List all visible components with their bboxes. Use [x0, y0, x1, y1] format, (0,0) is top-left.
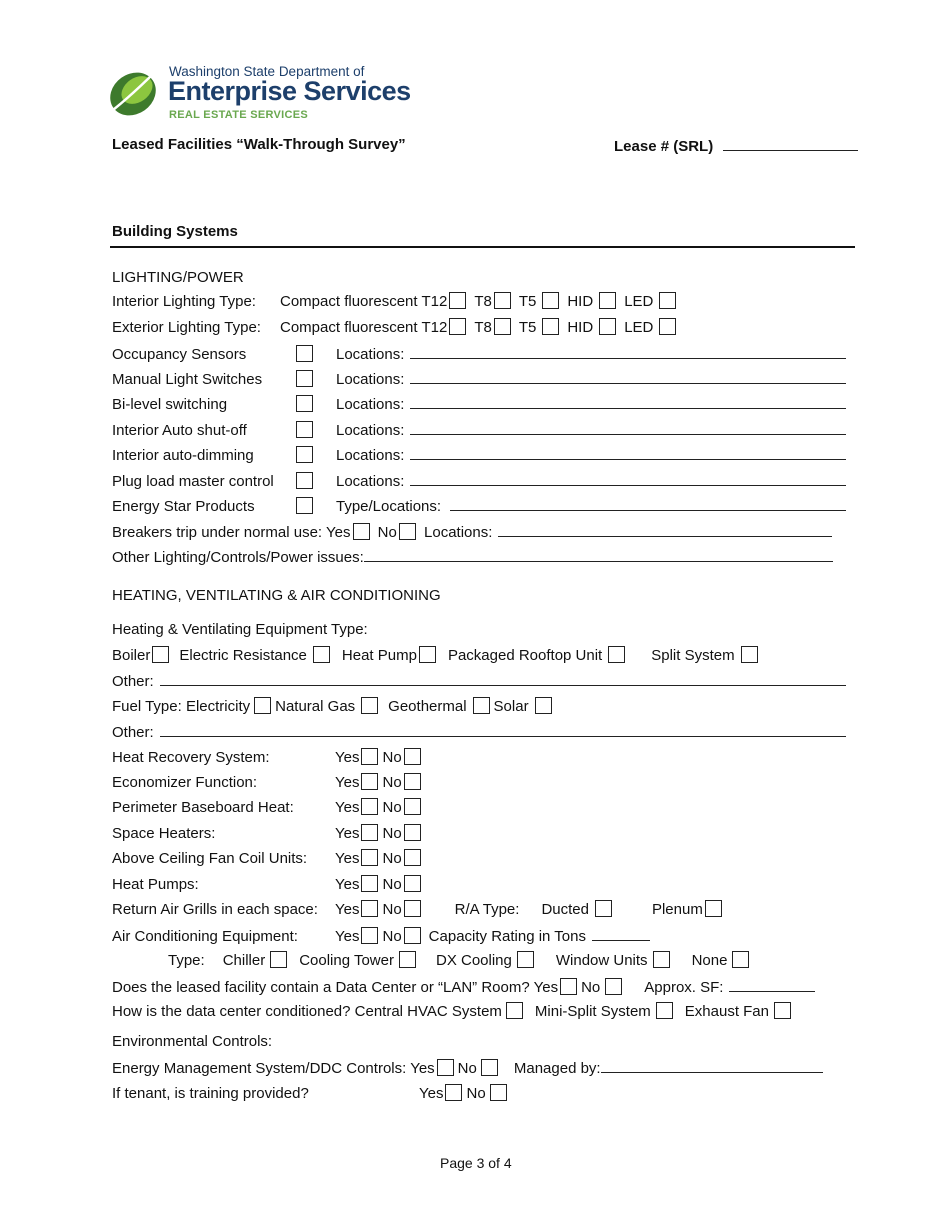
- data-center-row: [112, 977, 815, 998]
- item-label: Manual Light Switches: [112, 371, 263, 388]
- mini-split-checkbox[interactable]: [656, 1002, 673, 1019]
- ra-type-label: R/A Type:: [454, 901, 520, 918]
- return-air-no-checkbox[interactable]: [404, 900, 421, 917]
- baseboard-no-checkbox[interactable]: [404, 798, 421, 815]
- equipment-types-row: [112, 646, 762, 666]
- no-label: No: [382, 876, 402, 893]
- item-label: Economizer Function:: [112, 774, 258, 791]
- exterior-lighting-label: Exterior Lighting Type:: [112, 319, 261, 336]
- logo: [107, 62, 411, 124]
- training-row: [112, 1084, 511, 1104]
- geothermal-label: Geothermal: [388, 698, 467, 715]
- page-number: Page 3 of 4: [440, 1155, 512, 1171]
- logo-division-text: REAL ESTATE SERVICES: [169, 109, 309, 121]
- occupancy-sensors-checkbox[interactable]: [296, 345, 313, 362]
- managed-by-label: Managed by:: [513, 1060, 601, 1077]
- energy-star-locations-field[interactable]: [450, 496, 846, 511]
- baseboard-row: [112, 798, 425, 818]
- plug-load-checkbox[interactable]: [296, 472, 313, 489]
- manual-switches-locations-field[interactable]: [410, 369, 846, 384]
- lamp-t5-label: T5: [518, 319, 537, 336]
- heat-recovery-no-checkbox[interactable]: [404, 748, 421, 765]
- other-label: Other:: [112, 673, 154, 690]
- item-label: Interior auto-dimming: [112, 447, 254, 464]
- equipment-other-field[interactable]: [160, 671, 846, 686]
- yes-label: Yes: [419, 1085, 444, 1102]
- item-label: Plug load master control: [112, 473, 274, 490]
- locations-label: Locations:: [336, 346, 405, 363]
- equipment-other-row: [112, 671, 846, 692]
- chiller-label: Chiller: [222, 952, 266, 969]
- item-label: Occupancy Sensors: [112, 346, 247, 363]
- yes-label: Yes: [335, 928, 360, 945]
- data-center-yes-checkbox[interactable]: [560, 978, 577, 995]
- breakers-no-checkbox[interactable]: [399, 523, 416, 540]
- conditioned-question: How is the data center conditioned?: [112, 1003, 351, 1020]
- boiler-checkbox[interactable]: [152, 646, 169, 663]
- solar-label: Solar: [493, 698, 529, 715]
- no-label: No: [457, 1060, 477, 1077]
- interior-hid-checkbox[interactable]: [599, 292, 616, 309]
- no-label: No: [581, 979, 601, 996]
- fuel-other-field[interactable]: [160, 722, 846, 737]
- no-label: No: [382, 825, 402, 842]
- heat-pumps-yes-checkbox[interactable]: [361, 875, 378, 892]
- auto-dimming-row: [112, 445, 846, 466]
- rooftop-unit-checkbox[interactable]: [608, 646, 625, 663]
- economizer-no-checkbox[interactable]: [404, 773, 421, 790]
- item-label: Energy Star Products: [112, 498, 255, 515]
- ac-no-checkbox[interactable]: [404, 927, 421, 944]
- ac-equipment-row: [112, 926, 650, 947]
- return-air-row: [112, 900, 726, 920]
- window-units-label: Window Units: [555, 952, 648, 969]
- interior-led-checkbox[interactable]: [659, 292, 676, 309]
- fan-coil-row: [112, 849, 425, 869]
- yes-label: Yes: [335, 850, 360, 867]
- other-lighting-row: [112, 547, 833, 568]
- heat-pump-label: Heat Pump: [341, 647, 417, 664]
- locations-label: Locations:: [336, 473, 405, 490]
- item-label: Space Heaters:: [112, 825, 216, 842]
- data-center-no-checkbox[interactable]: [605, 978, 622, 995]
- chiller-checkbox[interactable]: [270, 951, 287, 968]
- ems-no-checkbox[interactable]: [481, 1059, 498, 1076]
- return-air-label: Return Air Grills in each space:: [112, 901, 318, 918]
- window-units-checkbox[interactable]: [653, 951, 670, 968]
- locations-label: Locations:: [336, 371, 405, 388]
- manual-switches-checkbox[interactable]: [296, 370, 313, 387]
- no-label: No: [382, 799, 402, 816]
- plenum-label: Plenum: [651, 901, 703, 918]
- locations-label: Locations:: [336, 422, 405, 439]
- energy-star-row: [112, 496, 846, 517]
- boiler-label: Boiler: [112, 647, 151, 664]
- interior-lighting-row: [112, 292, 680, 312]
- economizer-row: [112, 773, 425, 793]
- section-divider: [110, 246, 855, 248]
- item-label: Interior Auto shut-off: [112, 422, 247, 439]
- data-center-question: Does the leased facility contain a Data Center or “LAN” Room?: [112, 979, 530, 996]
- none-checkbox[interactable]: [732, 951, 749, 968]
- exhaust-fan-label: Exhaust Fan: [684, 1003, 769, 1020]
- occupancy-sensors-locations-field[interactable]: [410, 344, 846, 359]
- occupancy-sensors-row: [112, 344, 846, 365]
- item-label: Perimeter Baseboard Heat:: [112, 799, 294, 816]
- other-lighting-field[interactable]: [364, 547, 833, 562]
- breakers-locations-field[interactable]: [498, 522, 832, 537]
- geothermal-checkbox[interactable]: [473, 697, 490, 714]
- return-air-yes-checkbox[interactable]: [361, 900, 378, 917]
- yes-label: Yes: [410, 1060, 435, 1077]
- managed-by-field[interactable]: [601, 1058, 823, 1073]
- other-label: Other:: [112, 724, 154, 741]
- item-label: Heat Recovery System:: [112, 749, 270, 766]
- ac-type-row: [168, 951, 753, 971]
- section-title: Building Systems: [112, 223, 238, 240]
- cooling-tower-checkbox[interactable]: [399, 951, 416, 968]
- page-title: Leased Facilities “Walk-Through Survey”: [112, 136, 406, 153]
- bi-level-checkbox[interactable]: [296, 395, 313, 412]
- yes-label: Yes: [335, 876, 360, 893]
- heat-recovery-yes-checkbox[interactable]: [361, 748, 378, 765]
- item-label: Heat Pumps:: [112, 876, 199, 893]
- central-hvac-label: Central HVAC System: [354, 1003, 502, 1020]
- leaf-logo-icon: [107, 64, 163, 120]
- lamp-led-label: LED: [624, 293, 654, 310]
- lamp-cfl-label: Compact fluorescent T12: [280, 319, 448, 336]
- approx-sf-label: Approx. SF:: [644, 979, 724, 996]
- ems-yes-checkbox[interactable]: [437, 1059, 454, 1076]
- interior-lighting-label: Interior Lighting Type:: [112, 293, 256, 310]
- auto-shutoff-row: [112, 420, 846, 441]
- heat-pump-checkbox[interactable]: [419, 646, 436, 663]
- lamp-hid-label: HID: [567, 319, 594, 336]
- lease-number-field[interactable]: [723, 136, 858, 151]
- type-label: Type:: [168, 952, 205, 969]
- locations-label: Locations:: [424, 524, 493, 541]
- auto-shutoff-checkbox[interactable]: [296, 421, 313, 438]
- lamp-t8-label: T8: [474, 319, 492, 336]
- ducted-label: Ducted: [541, 901, 589, 918]
- yes-label: Yes: [335, 825, 360, 842]
- fan-coil-yes-checkbox[interactable]: [361, 849, 378, 866]
- exhaust-fan-checkbox[interactable]: [774, 1002, 791, 1019]
- fuel-type-label: Fuel Type:: [112, 698, 182, 715]
- split-system-checkbox[interactable]: [741, 646, 758, 663]
- equipment-type-label: Heating & Ventilating Equipment Type:: [112, 621, 368, 638]
- plug-load-row: [112, 471, 846, 492]
- training-no-checkbox[interactable]: [490, 1084, 507, 1101]
- space-heaters-yes-checkbox[interactable]: [361, 824, 378, 841]
- breakers-row: [112, 522, 832, 543]
- exterior-t8-checkbox[interactable]: [494, 318, 511, 335]
- electric-resistance-checkbox[interactable]: [313, 646, 330, 663]
- dx-cooling-label: DX Cooling: [435, 952, 512, 969]
- auto-dimming-checkbox[interactable]: [296, 446, 313, 463]
- hvac-heading: HEATING, VENTILATING & AIR CONDITIONING: [112, 587, 441, 604]
- lamp-t5-label: T5: [518, 293, 537, 310]
- space-heaters-row: [112, 824, 425, 844]
- ac-equipment-label: Air Conditioning Equipment:: [112, 928, 298, 945]
- yes-label: Yes: [335, 749, 360, 766]
- exterior-led-checkbox[interactable]: [659, 318, 676, 335]
- fuel-type-row: [112, 697, 556, 717]
- exterior-hid-checkbox[interactable]: [599, 318, 616, 335]
- lease-number-label: [614, 136, 858, 155]
- exterior-cfl-checkbox[interactable]: [449, 318, 466, 335]
- no-label: No: [382, 774, 402, 791]
- manual-switches-row: [112, 369, 846, 390]
- mini-split-label: Mini-Split System: [534, 1003, 651, 1020]
- breakers-yes-checkbox[interactable]: [353, 523, 370, 540]
- dx-cooling-checkbox[interactable]: [517, 951, 534, 968]
- auto-shutoff-locations-field[interactable]: [410, 420, 846, 435]
- cooling-tower-label: Cooling Tower: [299, 952, 394, 969]
- heat-recovery-row: [112, 748, 425, 768]
- capacity-label: Capacity Rating in Tons: [428, 928, 586, 945]
- ac-yes-checkbox[interactable]: [361, 927, 378, 944]
- fuel-other-row: [112, 722, 846, 743]
- plenum-checkbox[interactable]: [705, 900, 722, 917]
- space-heaters-no-checkbox[interactable]: [404, 824, 421, 841]
- exterior-t5-checkbox[interactable]: [542, 318, 559, 335]
- lamp-hid-label: HID: [567, 293, 594, 310]
- baseboard-yes-checkbox[interactable]: [361, 798, 378, 815]
- yes-label: Yes: [533, 979, 559, 996]
- approx-sf-field[interactable]: [729, 977, 815, 992]
- ducted-checkbox[interactable]: [595, 900, 612, 917]
- yes-label: Yes: [335, 774, 360, 791]
- ems-label: Energy Management System/DDC Controls:: [112, 1060, 407, 1077]
- env-controls-heading: Environmental Controls:: [112, 1033, 273, 1050]
- no-label: No: [382, 901, 402, 918]
- interior-t5-checkbox[interactable]: [542, 292, 559, 309]
- bi-level-row: [112, 394, 846, 415]
- conditioned-row: [112, 1002, 795, 1022]
- electricity-label: Electricity: [185, 698, 251, 715]
- split-system-label: Split System: [651, 647, 735, 664]
- no-label: No: [466, 1085, 486, 1102]
- plug-load-locations-field[interactable]: [410, 471, 846, 486]
- no-label: No: [382, 928, 402, 945]
- no-label: No: [382, 749, 402, 766]
- logo-agency-text: Enterprise Services: [168, 76, 411, 106]
- electric-resistance-label: Electric Resistance: [179, 647, 307, 664]
- rooftop-unit-label: Packaged Rooftop Unit: [447, 647, 603, 664]
- economizer-yes-checkbox[interactable]: [361, 773, 378, 790]
- auto-dimming-locations-field[interactable]: [410, 445, 846, 460]
- natural-gas-checkbox[interactable]: [361, 697, 378, 714]
- natural-gas-label: Natural Gas: [275, 698, 356, 715]
- none-label: None: [691, 952, 728, 969]
- yes-label: Yes: [335, 799, 360, 816]
- type-locations-label: Type/Locations:: [336, 498, 442, 515]
- solar-checkbox[interactable]: [535, 697, 552, 714]
- lamp-cfl-label: Compact fluorescent T12: [280, 293, 448, 310]
- item-label: Above Ceiling Fan Coil Units:: [112, 850, 308, 867]
- interior-cfl-checkbox[interactable]: [449, 292, 466, 309]
- item-label: Bi-level switching: [112, 396, 228, 413]
- heat-pumps-no-checkbox[interactable]: [404, 875, 421, 892]
- lamp-t8-label: T8: [474, 293, 492, 310]
- electricity-checkbox[interactable]: [254, 697, 271, 714]
- ems-row: [112, 1058, 823, 1079]
- training-yes-checkbox[interactable]: [445, 1084, 462, 1101]
- heat-pumps-row: [112, 875, 425, 895]
- lamp-led-label: LED: [624, 319, 654, 336]
- central-hvac-checkbox[interactable]: [506, 1002, 523, 1019]
- capacity-field[interactable]: [592, 926, 650, 941]
- yes-label: Yes: [335, 901, 360, 918]
- lease-label-text: Lease # (SRL): [614, 138, 714, 155]
- logo-department-text: Washington State Department of: [169, 64, 365, 79]
- exterior-lighting-row: [112, 318, 680, 338]
- lighting-heading: LIGHTING/POWER: [112, 269, 244, 286]
- locations-label: Locations:: [336, 447, 405, 464]
- training-question: If tenant, is training provided?: [112, 1085, 309, 1102]
- fan-coil-no-checkbox[interactable]: [404, 849, 421, 866]
- no-label: No: [382, 850, 402, 867]
- yes-label: Yes: [326, 524, 351, 541]
- breakers-label: Breakers trip under normal use:: [112, 524, 323, 541]
- interior-t8-checkbox[interactable]: [494, 292, 511, 309]
- no-label: No: [377, 524, 397, 541]
- other-lighting-label: Other Lighting/Controls/Power issues:: [112, 549, 364, 566]
- energy-star-checkbox[interactable]: [296, 497, 313, 514]
- locations-label: Locations:: [336, 396, 405, 413]
- bi-level-locations-field[interactable]: [410, 394, 846, 409]
